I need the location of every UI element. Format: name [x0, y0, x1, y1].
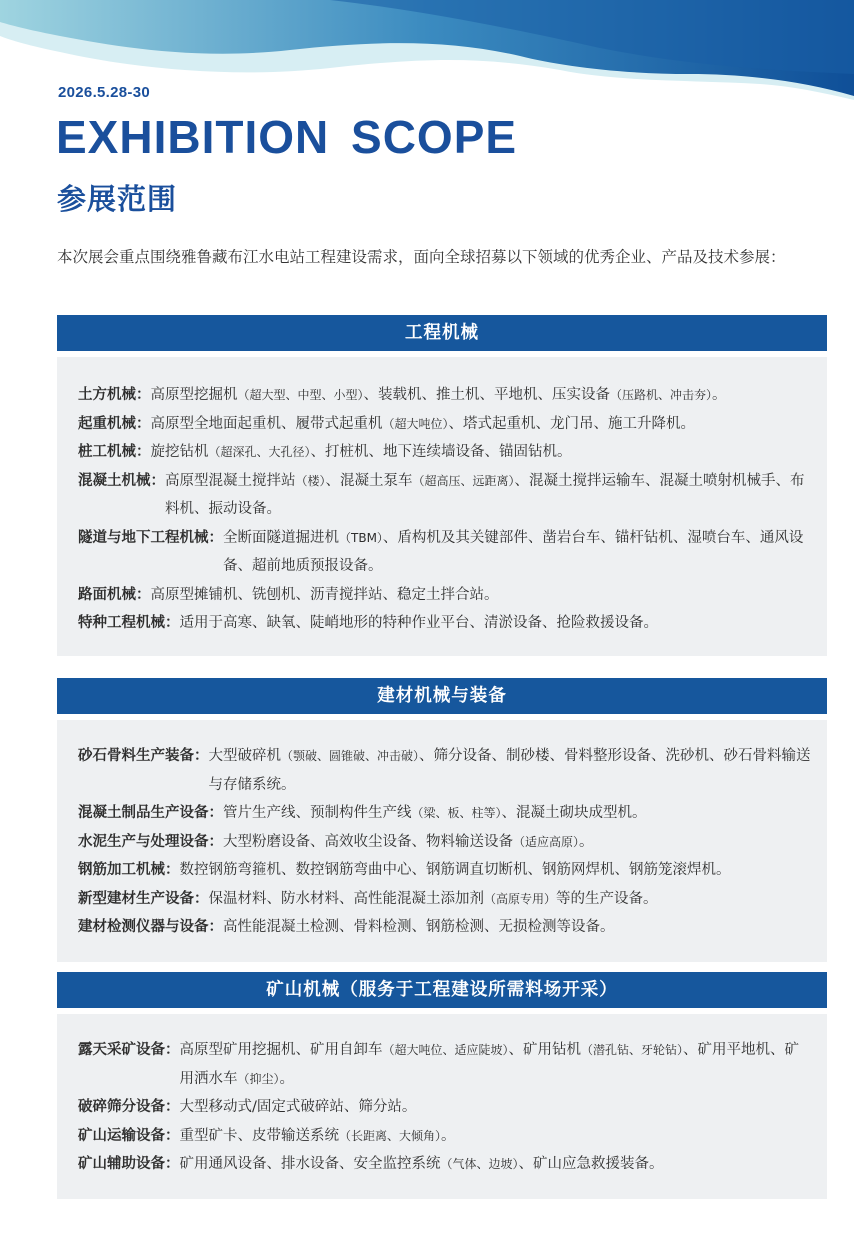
item-text: 旋挖钻机（超深孔、大孔径）、打桩机、地下连续墙设备、锚固钻机。	[150, 444, 572, 460]
item-text: 高原型混凝土搅拌站（楼）、混凝土泵车（超高压、远距离）、混凝土搅拌运输车、混凝土喷射机械手、布料机、振动设备。	[165, 472, 805, 517]
item-text: 保温材料、防水材料、高性能混凝土添加剂（高原专用）等的生产设备。	[208, 890, 658, 907]
scope-item	[78, 1150, 813, 1179]
scope-item	[78, 1122, 813, 1151]
section-body	[57, 720, 827, 962]
item-label: 桩工机械：	[78, 444, 151, 460]
item-text: 数控钢筋弯箍机、数控钢筋弯曲中心、钢筋调直切断机、钢筋网焊机、钢筋笼滚焊机。	[179, 862, 731, 878]
scope-item	[78, 410, 813, 439]
item-text: 高原型摊铺机、铣刨机、沥青搅拌站、稳定土拌合站。	[150, 586, 499, 603]
item-label: 新型建材生产设备：	[78, 890, 209, 907]
item-text: 高原型全地面起重机、履带式起重机（超大吨位）、塔式起重机、龙门吊、施工升降机。	[150, 415, 696, 432]
scope-item	[78, 1036, 813, 1093]
section-construction-machinery	[57, 315, 827, 656]
item-label: 起重机械：	[78, 415, 151, 432]
item-text: 大型破碎机（颚破、圆锥破、冲击破）、筛分设备、制砂楼、骨料整形设备、洗砂机、砂石骨料输送与存储系统。	[208, 748, 811, 793]
scope-item	[78, 799, 813, 828]
item-text: 管片生产线、预制构件生产线（梁、板、柱等）、混凝土砌块成型机。	[223, 805, 647, 821]
item-label: 水泥生产与处理设备：	[78, 833, 223, 850]
scope-item	[78, 467, 813, 524]
exhibition-date: 2026.5.28-30	[58, 84, 151, 101]
item-label: 砂石骨料生产装备：	[78, 748, 209, 764]
scope-item	[78, 381, 813, 410]
intro-paragraph: 本次展会重点围绕雅鲁藏布江水电站工程建设需求，面向全球招募以下领域的优秀企业、产品及技术参展：	[57, 248, 786, 266]
item-label: 混凝土机械：	[78, 472, 165, 489]
item-text: 重型矿卡、皮带输送系统（长距离、大倾角）。	[179, 1127, 456, 1144]
item-label: 混凝土制品生产设备：	[78, 805, 223, 821]
item-text: 矿用通风设备、排水设备、安全监控系统（气体、边坡）、矿山应急救援装备。	[179, 1156, 664, 1172]
scope-item	[78, 581, 813, 610]
scope-item	[78, 828, 813, 857]
item-text: 全断面隧道掘进机（TBM）、盾构机及其关键部件、凿岩台车、锚杆钻机、湿喷台车、通风设备、超前地质预报设备。	[223, 529, 804, 574]
scope-item	[78, 742, 813, 799]
item-label: 矿山辅助设备：	[78, 1156, 180, 1172]
section-body	[57, 357, 827, 656]
scope-item	[78, 1093, 813, 1122]
item-label: 破碎筛分设备：	[78, 1099, 180, 1115]
section-title: 工程机械	[57, 315, 827, 351]
scope-item	[78, 609, 813, 638]
page-title-chinese: 参展范围	[57, 182, 178, 216]
item-label: 矿山运输设备：	[78, 1127, 180, 1144]
item-text: 高原型矿用挖掘机、矿用自卸车（超大吨位、适应陡坡）、矿用钻机（潜孔钻、牙轮钻）、矿用平地机、矿用洒水车（抑尘）。	[179, 1042, 800, 1087]
scope-item	[78, 856, 813, 885]
scope-item	[78, 524, 813, 581]
section-title: 矿山机械（服务于工程建设所需料场开采）	[57, 972, 827, 1008]
section-body	[57, 1014, 827, 1199]
item-label: 土方机械：	[78, 387, 151, 403]
item-label: 露天采矿设备：	[78, 1042, 180, 1058]
scope-item	[78, 438, 813, 467]
item-label: 路面机械：	[78, 586, 151, 603]
section-mining-machinery	[57, 972, 827, 1199]
item-text: 高性能混凝土检测、骨料检测、钢筋检测、无损检测等设备。	[223, 919, 615, 935]
item-label: 建材检测仪器与设备：	[78, 919, 223, 935]
scope-item	[78, 885, 813, 914]
item-text: 大型移动式/固定式破碎站、筛分站。	[179, 1099, 417, 1115]
item-label: 钢筋加工机械：	[78, 862, 180, 878]
page-title-english: EXHIBITION SCOPE	[56, 111, 518, 163]
section-title: 建材机械与装备	[57, 678, 827, 714]
scope-item	[78, 913, 813, 942]
item-text: 大型粉磨设备、高效收尘设备、物料输送设备（适应高原）。	[223, 833, 594, 850]
item-text: 高原型挖掘机（超大型、中型、小型）、装载机、推土机、平地机、压实设备（压路机、冲击夯）。	[150, 387, 727, 403]
item-label: 隧道与地下工程机械：	[78, 529, 223, 546]
item-label: 特种工程机械：	[78, 615, 180, 631]
section-building-material-machinery	[57, 678, 827, 962]
item-text: 适用于高寒、缺氧、陡峭地形的特种作业平台、清淤设备、抢险救援设备。	[179, 615, 658, 631]
